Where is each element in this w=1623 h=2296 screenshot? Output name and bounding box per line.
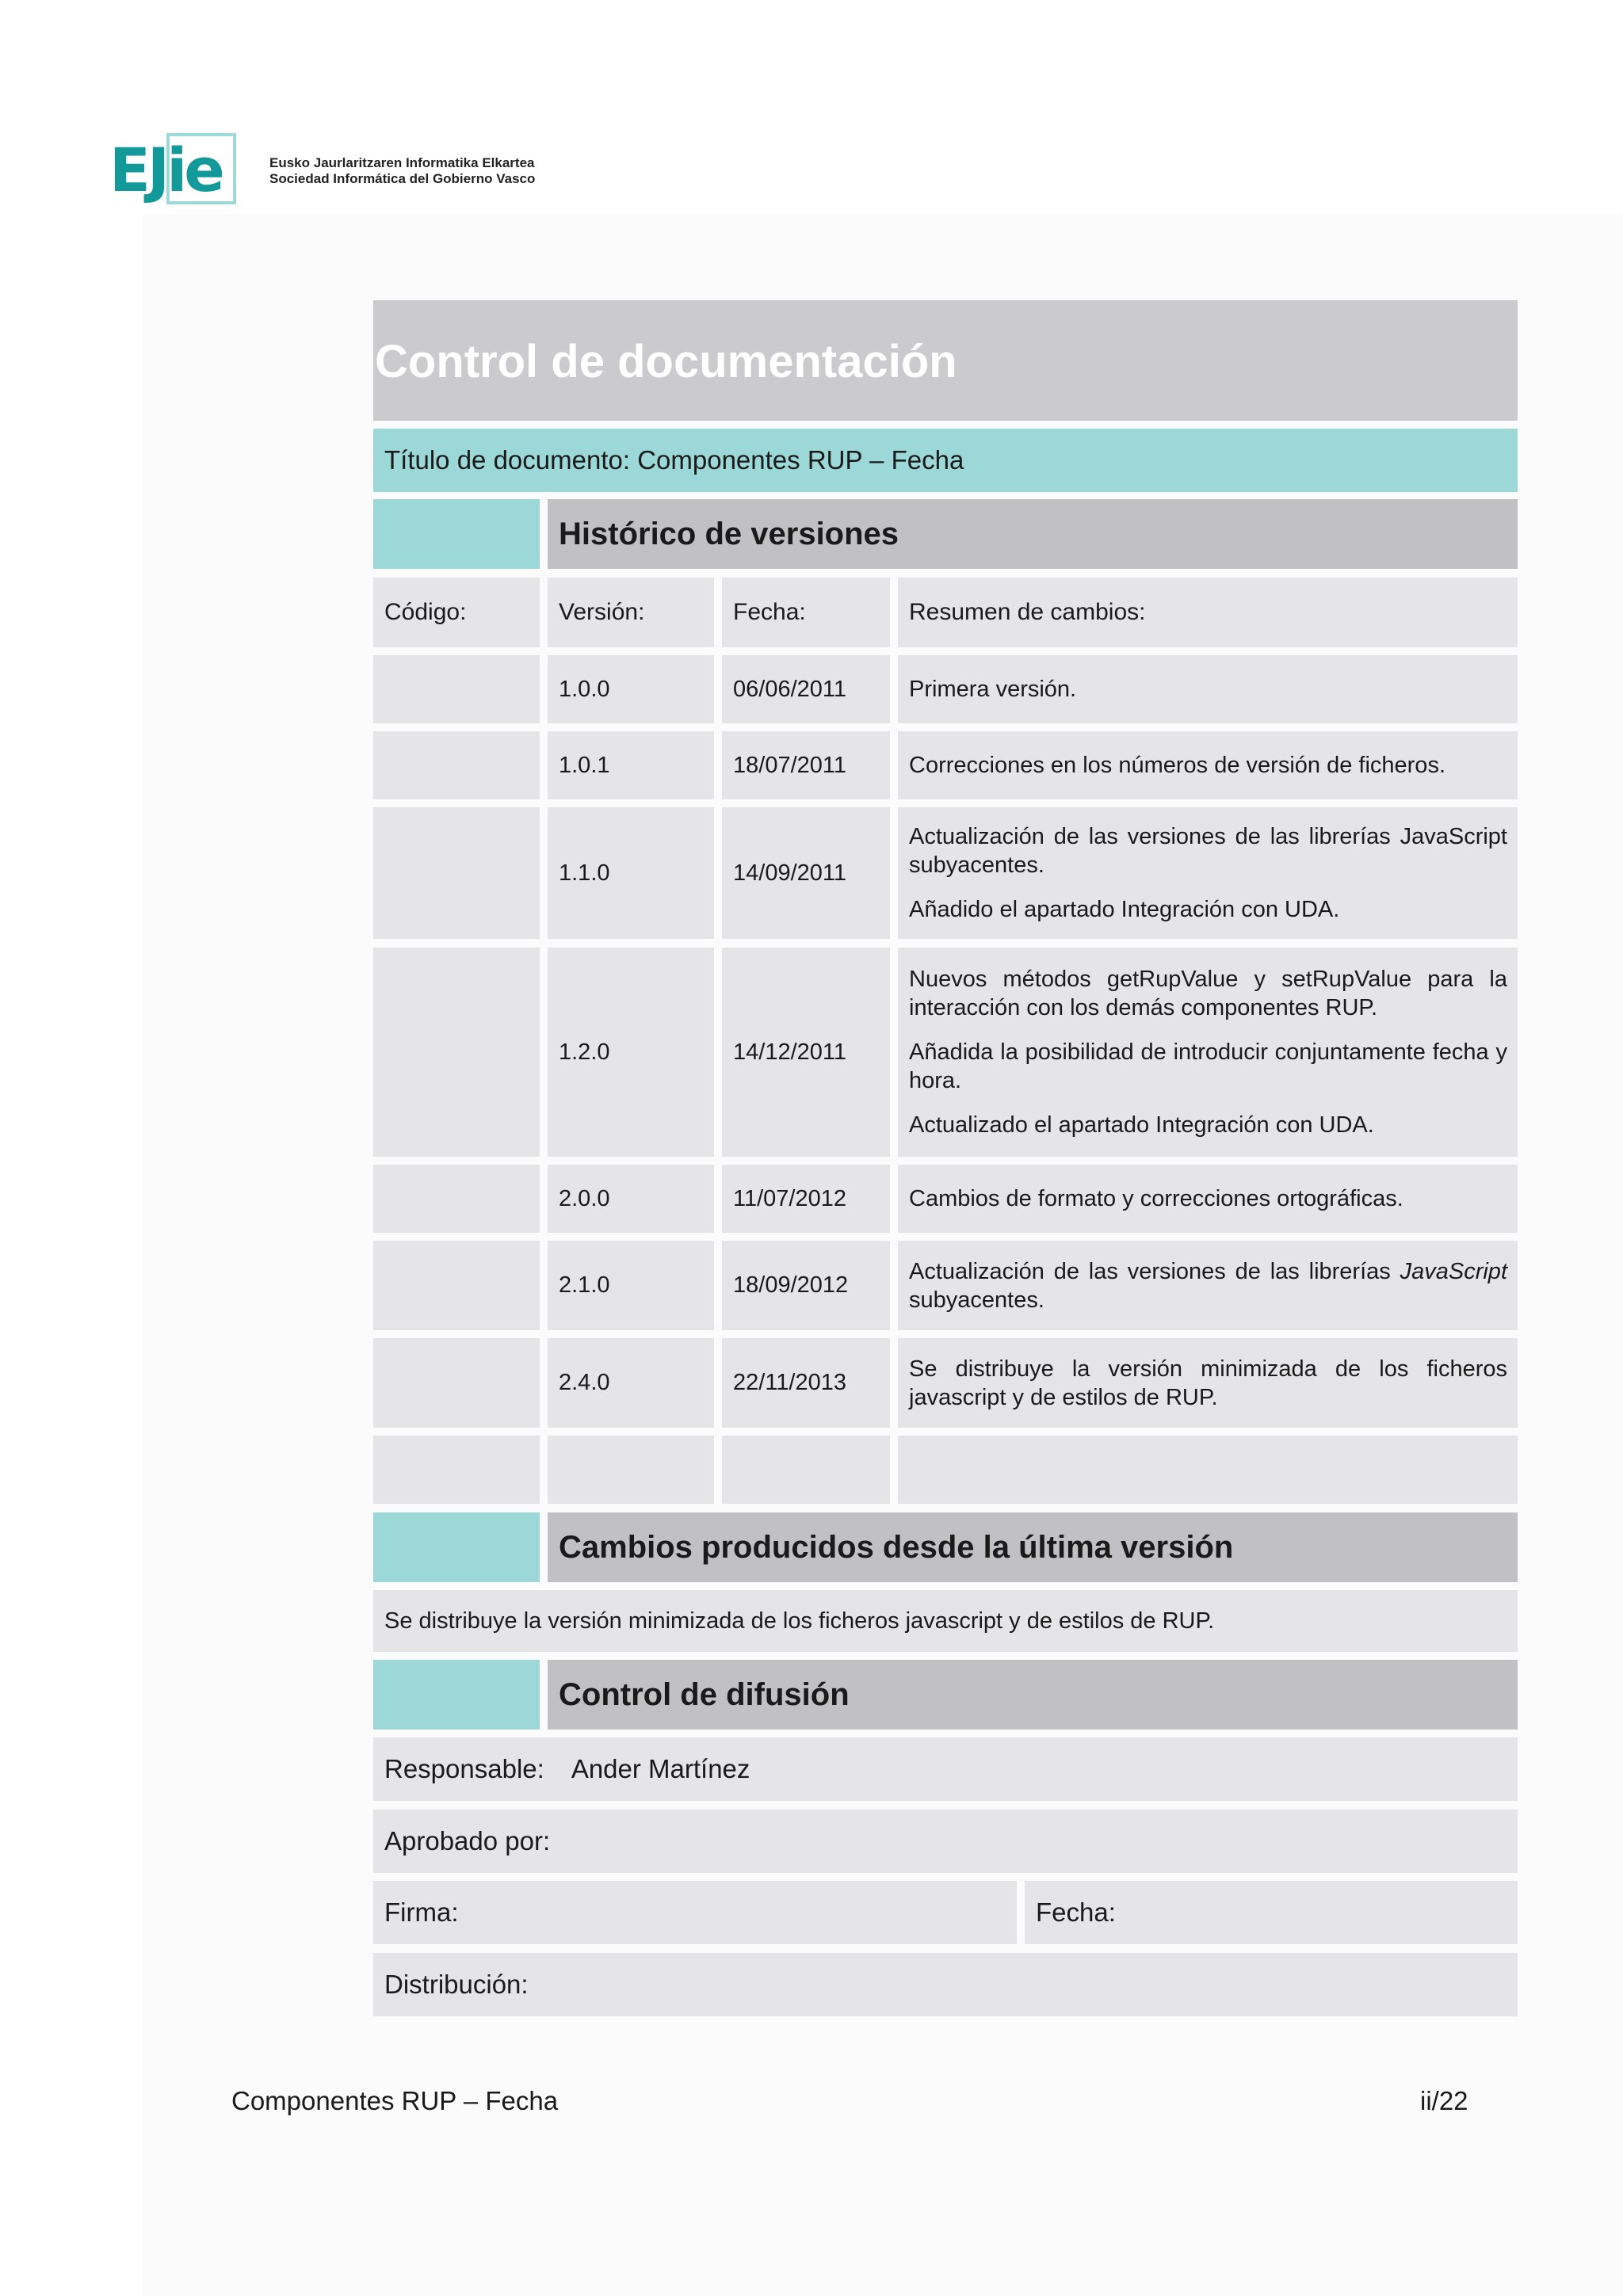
summary-line: Añadida la posibilidad de introducir conjuntamente fecha y hora. (909, 1039, 1507, 1093)
empty-cell (548, 1436, 714, 1504)
versions-header-accent (373, 499, 540, 569)
changes-header-accent (373, 1512, 540, 1582)
summary-line: Correcciones en los números de versión de ficheros. (909, 753, 1445, 778)
logo-tagline-basque: Eusko Jaurlaritzaren Informatika Elkartea (269, 155, 535, 170)
diffusion-header-accent (373, 1660, 540, 1730)
version-cell: 1.0.1 (548, 731, 714, 799)
column-header-code: Código: (373, 578, 540, 647)
empty-cell (373, 1436, 540, 1504)
changes-heading: Cambios producidos desde la última versión (548, 1512, 1518, 1582)
signature-field (373, 1881, 1017, 1944)
date-cell: 06/06/2011 (722, 655, 890, 723)
table-row-code-cell (373, 807, 540, 939)
column-header-date: Fecha: (722, 578, 890, 647)
logo-tagline (269, 155, 535, 187)
date-cell: 14/12/2011 (722, 948, 890, 1157)
table-row-code-cell (373, 731, 540, 799)
approved-by-label: Aprobado por: (384, 1826, 551, 1855)
summary-cell (898, 1165, 1518, 1233)
empty-cell (722, 1436, 890, 1504)
responsible-label: Responsable: (384, 1754, 544, 1783)
date-cell: 18/09/2012 (722, 1241, 890, 1330)
summary-line: Se distribuye la versión minimizada de los ficheros javascript y de estilos de RUP. (909, 1356, 1507, 1410)
summary-line: Cambios de formato y correcciones ortográficas. (909, 1186, 1403, 1211)
summary-line: Nuevos métodos getRupValue y setRupValue para la interacción con los demás componentes RUP. (909, 967, 1507, 1020)
column-header-version: Versión: (548, 578, 714, 647)
version-cell: 2.0.0 (548, 1165, 714, 1233)
column-header-summary: Resumen de cambios: (898, 578, 1518, 647)
version-cell: 1.1.0 (548, 807, 714, 939)
footer-document-name: Componentes RUP – Fecha (231, 2086, 559, 2115)
version-cell: 2.1.0 (548, 1241, 714, 1330)
table-row-code-cell (373, 655, 540, 723)
signature-date-label: Fecha: (1036, 1897, 1116, 1927)
summary-cell (898, 1241, 1518, 1330)
table-row-code-cell (373, 1165, 540, 1233)
diffusion-heading: Control de difusión (548, 1660, 1518, 1730)
date-cell: 11/07/2012 (722, 1165, 890, 1233)
table-row-code-cell (373, 1338, 540, 1428)
summary-cell (898, 807, 1518, 939)
version-cell: 1.0.0 (548, 655, 714, 723)
approved-by-field (373, 1810, 1518, 1873)
footer-page-number: ii/22 (1420, 2086, 1468, 2115)
summary-line: Actualización de las versiones de las librerías JavaScript subyacentes. (909, 1258, 1507, 1313)
version-cell: 2.4.0 (548, 1338, 714, 1428)
date-cell: 18/07/2011 (722, 731, 890, 799)
date-cell: 22/11/2013 (722, 1338, 890, 1428)
summary-line: Primera versión. (909, 677, 1077, 702)
table-row-code-cell (373, 948, 540, 1157)
summary-line: Actualizado el apartado Integración con UDA. (909, 1112, 1374, 1138)
responsible-row (373, 1737, 1518, 1801)
signature-label: Firma: (384, 1897, 459, 1927)
logo-wordmark: EJie (109, 135, 222, 205)
logo-mark (109, 132, 241, 208)
version-cell: 1.2.0 (548, 948, 714, 1157)
page-title: Control de documentación (375, 336, 957, 387)
document-title: Título de documento: Componentes RUP – Fecha (373, 429, 1518, 492)
table-row-code-cell (373, 1241, 540, 1330)
responsible-value: Ander Martínez (571, 1754, 750, 1783)
summary-line: Añadido el apartado Integración con UDA. (909, 897, 1340, 922)
summary-cell (898, 655, 1518, 723)
title-banner (373, 300, 1518, 421)
summary-cell (898, 731, 1518, 799)
changes-text: Se distribuye la versión minimizada de los ficheros javascript y de estilos de RUP. (373, 1590, 1518, 1652)
signature-date-field (1025, 1881, 1518, 1944)
summary-cell (898, 1338, 1518, 1428)
empty-cell (898, 1436, 1518, 1504)
summary-line: Actualización de las versiones de las librerías JavaScript subyacentes. (909, 824, 1507, 878)
date-cell: 14/09/2011 (722, 807, 890, 939)
versions-heading: Histórico de versiones (548, 499, 1518, 569)
distribution-field (373, 1953, 1518, 2016)
summary-cell (898, 948, 1518, 1157)
distribution-label: Distribución: (384, 1970, 529, 1999)
logo-tagline-spanish: Sociedad Informática del Gobierno Vasco (269, 171, 536, 186)
